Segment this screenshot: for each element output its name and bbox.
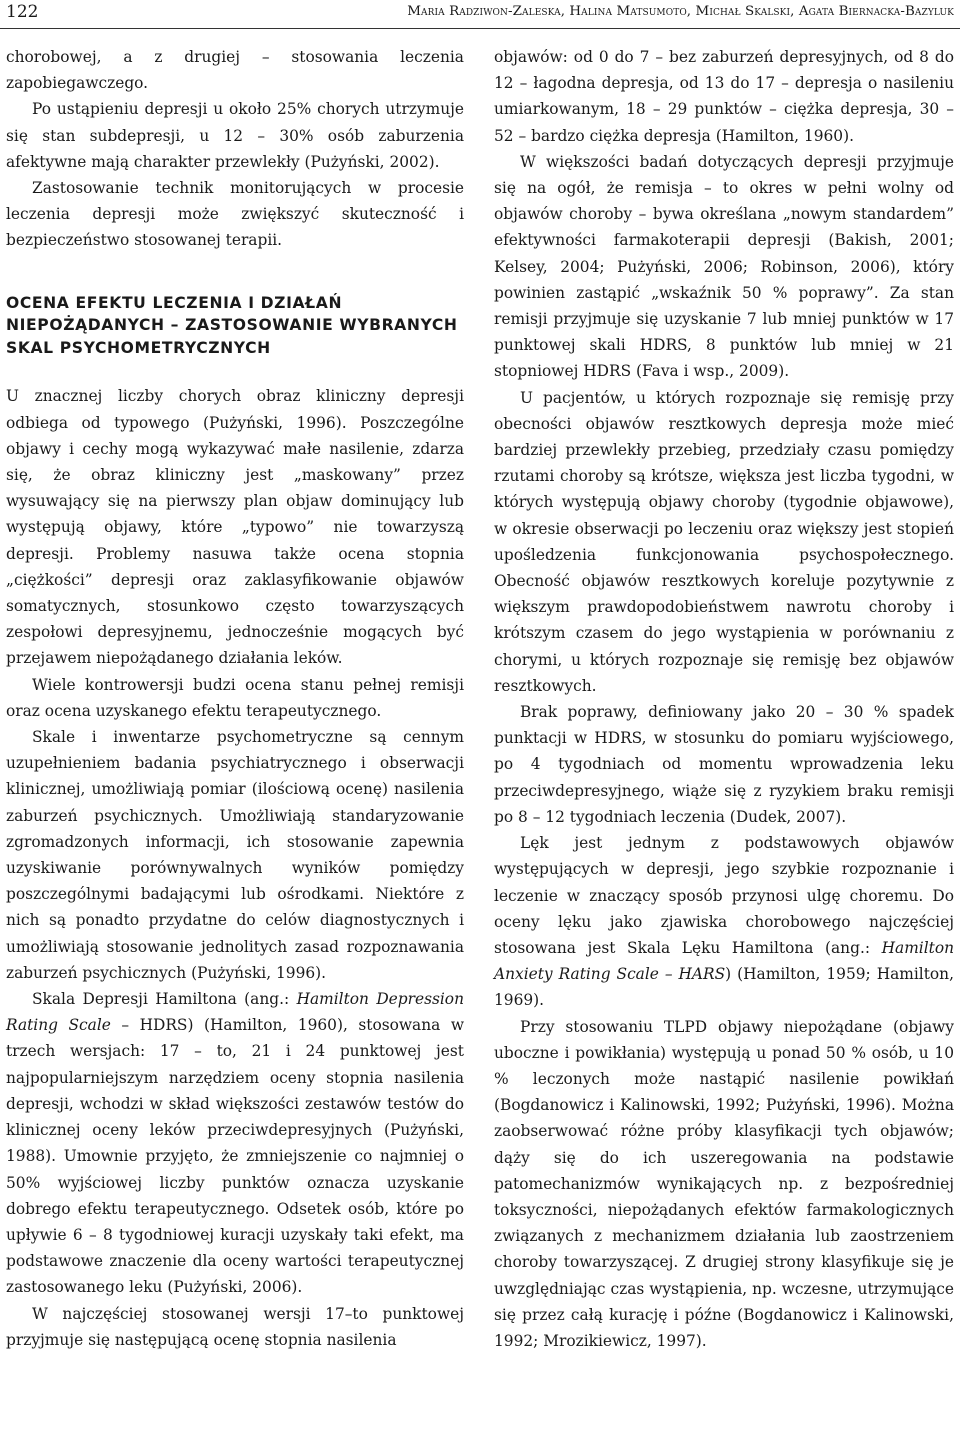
left-column (6, 44, 464, 1353)
paragraph: Brak poprawy, definiowany jako 20 – 30 % spadek punktacji w HDRS, w stosunku do pomiaru wyjściowego, po 4 tygodniach od momentu wprowadzenia leku przeciwdepresyjnego, wiąże się z ryzykiem braku remisji po 8 – 12 tygodniach leczenia (Dudek, 2007). (494, 703, 954, 826)
header-rule (0, 28, 960, 29)
text-run: ) (Hamilton, 1959; Hamilton, 1969). (494, 965, 954, 1010)
paragraph: objawów: od 0 do 7 – bez zaburzeń depresyjnych, od 8 do 12 – łagodna depresja, od 13 do 17 – depresja o nasileniu umiarkowanym, 18 – 29 punktów – ciężka depresja, 30 – 52 – bardzo ciężka depresja (Hamilton, 1960). (494, 48, 954, 145)
paragraph: U pacjentów, u których rozpoznaje się remisję przy obecności objawów resztkowych depresja może mieć bardziej przewlekły przebieg, przedziały czasu pomiędzy rzutami choroby są krótsze, większa jest liczba tygodni, w których występują objawy choroby (tygodnie objawowe), w okresie obserwacji po leczeniu oraz większy jest stopień upośledzenia funkcjonowania psychospołecznego. Obecność objawów resztkowych koreluje pozytywnie z większym prawdopodobieństwem nawrotu choroby i krótszym czasem do jego wystąpienia w porównaniu z chorymi, u których rozpoznaje się remisję bez objawów resztkowych. (494, 388, 954, 695)
page-header (0, 0, 960, 30)
italic-term: Hamilton Depression Rating Scale (6, 990, 464, 1035)
paragraph: U znacznej liczby chorych obraz kliniczny depresji odbiega od typowego (Pużyński, 1996). Poszczególne objawy i cechy mogą wykazywać małe nasilenie, zdarza się, że obraz kliniczny jest „maskowany” przez wysuwający się na pierwszy plan objaw dominujący lub występują objawy, które „typowo” nie towarzyszą depresji. Problemy nasuwa także ocena stopnia „ciężkości” depresji oraz zaklasyfikowanie objawów somatycznych, stosunkowo często towarzyszących zespołowi depresyjnemu, jednocześnie mogących być przejawem niepożądanego działania leków. (6, 387, 464, 668)
text-run: – HDRS) (Hamilton, 1960), stosowana w trzech wersjach: 17 – to, 21 i 24 punktowej jest najpopularniejszym narzędziem oceny stopnia nasilenia depresji, wchodzi w skład większości zestawów testów do klinicznej oceny leków przeciwdepresyjnych (Pużyński, 1988). Umownie przyjęto, że zmniejszenie co najmniej o 50% wyjściowej liczby punktów oznacza uzyskanie dobrego efektu terapeutycznego. Odsetek osób, które po upływie 6 – 8 tygodniowej kuracji uzyskały taki efekt, ma podstawowe znaczenie dla oceny wartości terapeutycznej zastosowanego leku (Pużyński, 2006). (6, 1016, 464, 1297)
paragraph: Zastosowanie technik monitorujących w procesie leczenia depresji może zwiększyć skuteczność i bezpieczeństwo stosowanej terapii. (6, 179, 464, 250)
paragraph (494, 830, 954, 1013)
paragraph: Wiele kontrowersji budzi ocena stanu pełnej remisji oraz ocena uzyskanego efektu terapeutycznego. (6, 675, 464, 720)
paragraph (6, 986, 464, 1300)
text-run: Lęk jest jednym z podstawowych objawów występujących w depresji, jego szybkie rozpoznanie i leczenie w znaczący sposób przynosi ulgę choremu. Do oceny lęku jako zjawiska chorobowego najczęściej stosowana jest Skala Lęku Hamiltona (ang.: (494, 834, 954, 957)
paragraph: W najczęściej stosowanej wersji 17–to punktowej przyjmuje się następującą ocenę stopnia nasilenia (6, 1304, 464, 1349)
page-number: 122 (6, 2, 39, 22)
paragraph: Przy stosowaniu TLPD objawy niepożądane (objawy uboczne i powikłania) występują u ponad 50 % osób, u 10 % leczonych może nastąpić nasilenie powikłań (Bogdanowicz i Kalinowski, 1992; Pużyński, 1996). Można zaobserwować różne próby klasyfikacji tych objawów; dąży się do ich uszeregowania na podstawie patomechanizmów wynikających np. z bezpośredniej toksyczności, niepożądanych efektów farmakologicznych związanych z mechanizmem działania lub zaostrzeniem choroby towarzyszącej. Z drugiej strony klasyfikuje się je uwzględniając czas wystąpienia, np. wczesne, utrzymujące się przez całą kurację i późne (Bogdanowicz i Kalinowski, 1992; Mrozikiewicz, 1997). (494, 1017, 954, 1350)
text-run: Skala Depresji Hamiltona (ang.: (32, 990, 297, 1009)
paragraph: chorobowej, a z drugiej – stosowania leczenia zapobiegawczego. (6, 48, 464, 93)
italic-term: Hamilton Anxiety Rating Scale – HARS (494, 938, 954, 984)
section-heading: OCENA EFEKTU LECZENIA I DZIAŁAŃ NIEPOŻĄDANYCH – ZASTOSOWANIE WYBRANYCH SKAL PSYCHOMETRYCZNYCH (6, 293, 458, 357)
paragraph: Skale i inwentarze psychometryczne są cennym uzupełnieniem badania psychiatrycznego i obserwacji klinicznej, umożliwiają pomiar (ilościową ocenę) nasilenia zaburzeń psychicznych. Umożliwiają standaryzowanie zgromadzonych informacji, ich stosowanie zapewnia uzyskiwanie porównywalnych wyników pomiędzy poszczególnymi badającymi lub ośrodkami. Niektóre z nich są ponadto przydatne do celów diagnostycznych i umożliwiają stosowanie jednolitych zasad rozpoznawania zaburzeń psychicznych (Pużyński, 1996). (6, 728, 464, 982)
paragraph: W większości badań dotyczących depresji przyjmuje się na ogół, że remisja – to okres w pełni wolny od objawów choroby – bywa określana „nowym standardem” efektywności farmakoterapii depresji (Bakish, 2001; Kelsey, 2004; Pużyński, 2006; Robinson, 2006), który powinien zastąpić „wskaźnik 50 % poprawy”. Za stan remisji przyjmuje się uzyskanie 7 lub mniej punktów w 17 punktowej skali HDRS, 8 punktów lub mniej w 21 stopniowej HDRS (Fava i wsp., 2009). (494, 152, 954, 381)
running-head-authors: Maria Radziwon-Zaleska, Halina Matsumoto, Michał Skalski, Agata Biernacka-Bazyluk (407, 4, 954, 19)
paragraph: Po ustąpieniu depresji u około 25% chorych utrzymuje się stan subdepresji, u 12 – 30% osób zaburzenia afektywne mają charakter przewlekły (Pużyński, 2002). (6, 100, 464, 171)
right-column (494, 44, 954, 1354)
